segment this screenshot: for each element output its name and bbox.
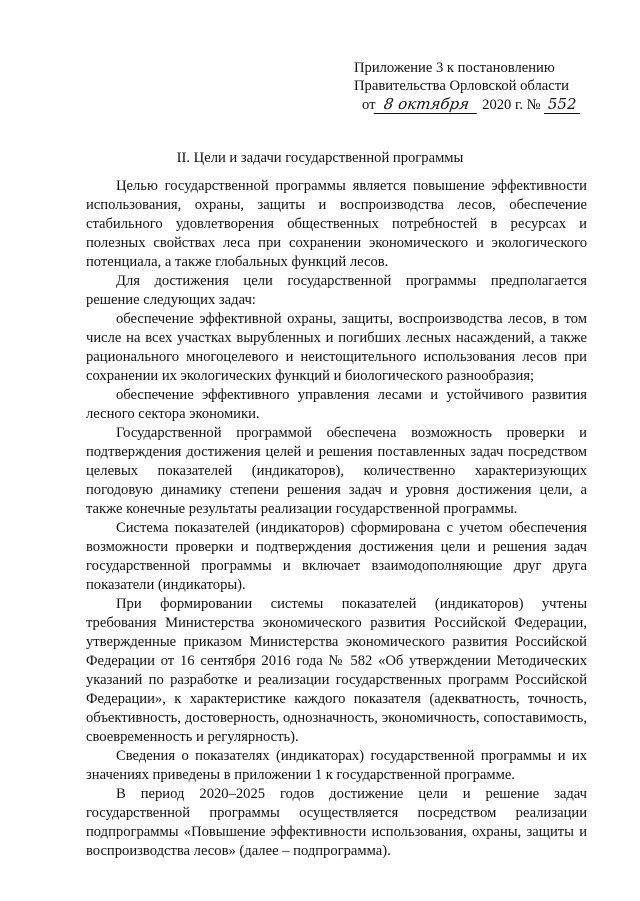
paragraph-indicator-info: Сведения о показателях (индикаторах) государственной программы и их значениях приведены в приложении 1 к государственной программе. <box>86 748 587 783</box>
paragraph-task-1: обеспечение эффективной охраны, защиты, воспроизводства лесов, в том числе на всех участках вырубленных и погибших лесных насаждений, а также рационального многоцелевого и неистощительного использования лесов при сохранении их экологических функций и биологического разнообразия; <box>86 311 587 384</box>
date-prefix: от <box>362 97 376 113</box>
appendix-header <box>354 59 580 114</box>
date-year: 2020 г. № <box>482 97 541 113</box>
paragraph-task-2: обеспечение эффективного управления лесами и устойчивого развития лесного сектора экономики. <box>86 387 587 422</box>
paragraph-period: В период 2020–2025 годов достижение цели и решение задач государственной программы осуществляется посредством реализации подпрограммы «Повышение эффективности использования, охраны, защиты и воспроизводства лесов» (далее – подпрограмма). <box>86 786 587 859</box>
paragraph-tasks-intro: Для достижения цели государственной программы предполагается решение следующих задач: <box>86 273 587 308</box>
appendix-header-line-2: Правительства Орловской области <box>354 78 569 94</box>
handwritten-date: 8 октября <box>374 95 480 114</box>
paragraph-ministry-requirements: При формировании системы показателей (индикаторов) учтены требования Министерства экономического развития Российской Федерации, утвержденные приказом Министерства экономического развития Российской Федерации от 16 сентября 2016 года № 582 «Об утверждении Методических указаний по разработке и реализации государственных программ Российской Федерации», к характеристике каждого показателя (адекватность, точность, объективность, достоверность, однозначность, экономичность, сопоставимость, своевременность и регулярность). <box>86 596 587 745</box>
resolution-date-line <box>362 95 580 114</box>
paragraph-indicator-system: Система показателей (индикаторов) сформирована с учетом обеспечения возможности проверки и подтверждения достижения цели и решения задач государственной программы и включает взаимодополняющие друг друга показатели (индикаторы). <box>86 520 587 593</box>
paragraph-goal: Целью государственной программы является повышение эффективности использования, охраны, защиты и воспроизводства лесов, обеспечение стабильного удовлетворения общественных потребностей в ресурсах и полезных свойствах леса при сохранении экономического и экологического потенциала, а также глобальных функций лесов. <box>86 178 587 270</box>
section-title: II. Цели и задачи государственной программы <box>176 150 464 166</box>
document-body <box>86 177 587 861</box>
appendix-header-line-1: Приложение 3 к постановлению <box>354 60 555 76</box>
paragraph-indicators: Государственной программой обеспечена возможность проверки и подтверждения достижения целей и решения поставленных задач посредством целевых показателей (индикаторов), количественно характеризующих погодовую динамику степени решения задач и уровня достижения цели, а также конечные результаты реализации государственной программы. <box>86 425 587 517</box>
handwritten-resolution-number: 552 <box>544 95 580 114</box>
